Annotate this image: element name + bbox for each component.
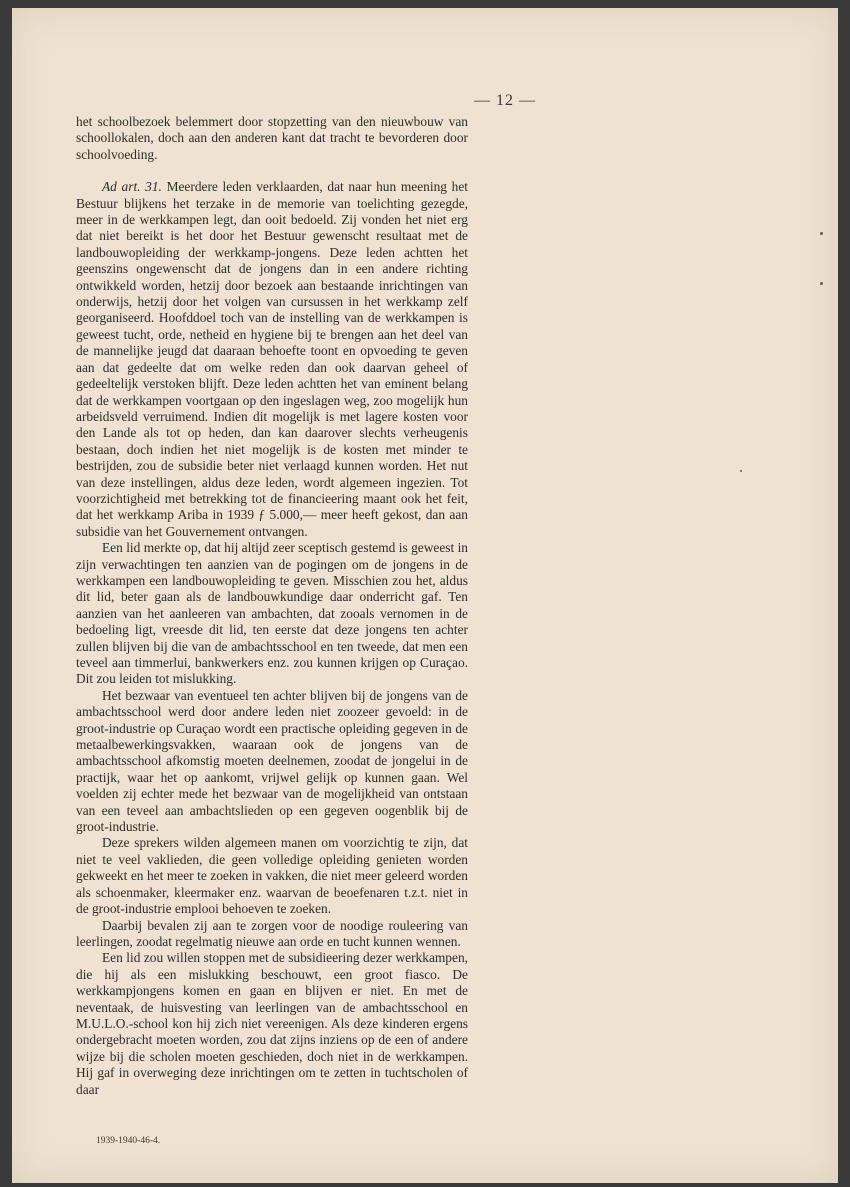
article-label: Ad art. 31.: [102, 179, 162, 195]
paragraph-text: Meerdere leden verklaarden, dat naar hun meening het Bestuur blijkens het terzake in de memorie van toelichting gezegde, meer in de werkkampen legt, dan ooit bedoeld. Zij vonden het niet erg dat niet bereikt is het door het Bestuur gewenscht resultaat met de landbouwopleiding der werkkamp-jongens. Deze leden achtten het geenszins ongewenscht dat de jongens dan in een andere richting ontwikkeld worden, hetzij door bezoek aan bestaande inrichtingen van onderwijs, hetzij door het volgen van cursussen in het werkkamp zelf georganiseerd. Hoofddoel toch van de instelling van de werkkampen is geweest tucht, orde, netheid en hygiene bij te brengen aan het deel van de mannelijke jeugd dat daaraan behoefte toont en opvoeding te geven aan dat gedeelte dat om welke reden dan ook daarvan geheel of gedeeltelijk verstoken blijft. Deze leden achtten het van eminent belang dat de werkkampen voortgaan op den ingeslagen weg, zoo mogelijk hun arbeidsveld verruimend. Indien dit mogelijk is met lagere kosten voor den Lande als tot op heden, dan kan daarover slechts verheugenis bestaan, doch indien het niet mogelijk is de kosten met minder te bestrijden, zou de subsidie beter niet verlaagd kunnen worden. Het nut van deze instellingen, aldus deze leden, wordt algemeen ingezien. Tot voorzichtigheid met betrekking tot de financieering maant ook het feit, dat het werkkamp Ariba in 1939 ƒ 5.000,— meer heeft gekost, dan aan subsidie van het Gouvernement ontvangen.: [76, 179, 468, 539]
paragraph: Een lid zou willen stoppen met de subsidieering dezer werkkampen, die hij als een mislukking beschouwt, een groot fiasco. De werkkampjongens komen en gaan en blijven er niet. En met de neventaak, de huisvesting van leerlingen van de ambachtsschool en M.U.L.O.-school kon hij zich niet vereenigen. Als deze kinderen ergens ondergebracht moeten worden, zou dat zijns inziens op de een of andere wijze bij die scholen moeten geschieden, doch niet in de werkkampen. Hij gaf in overweging deze inrichtingen om te zetten in tuchtscholen of daar: [76, 950, 468, 1097]
paragraph: Deze sprekers wilden algemeen manen om voorzichtig te zijn, dat niet te veel vaklieden, die geen volledige opleiding genieten worden gekweekt en het meer te zoeken in vakken, die niet meer geleerd worden als schoenmaker, kleermaker enz. waarvan de beoefenaren t.z.t. niet in de groot-industrie emplooi behoeven te zoeken.: [76, 835, 468, 917]
document-page: [12, 8, 838, 1183]
body-text: [76, 114, 468, 1098]
paragraph: Een lid merkte op, dat hij altijd zeer sceptisch gestemd is geweest in zijn verwachtingen ten aanzien van de pogingen om de jongens in de werkkampen een landbouwopleiding te geven. Misschien zou het, aldus dit lid, beter gaan als de landbouwkundige daar onderricht gaf. Ten aanzien van het aanleeren van ambachten, dat zooals vernomen in de bedoeling ligt, vreesde dit lid, ten eerste dat deze jongens ten achter zullen blijven bij die van de ambachtsschool en ten tweede, dat men een teveel aan timmerlui, bankwerkers enz. zou kunnen krijgen op Curaçao. Dit zou leiden tot mislukking.: [76, 540, 468, 687]
paragraph-continuation: het schoolbezoek belemmert door stopzetting van den nieuwbouw van schoollokalen, doch aan den anderen kant dat tracht te bevorderen door schoolvoeding.: [76, 114, 468, 162]
paragraph: Daarbij bevalen zij aan te zorgen voor de noodige rouleering van leerlingen, zoodat regelmatig nieuwe aan orde en tucht kunnen wennen.: [76, 917, 468, 949]
paper-speck: [820, 232, 823, 235]
paragraph-article-31: [76, 179, 468, 540]
print-code: 1939-1940-46-4.: [96, 1136, 161, 1146]
paper-speck: [740, 470, 742, 472]
page-number: — 12 —: [474, 92, 536, 109]
paper-speck: [820, 282, 823, 285]
paragraph: Het bezwaar van eventueel ten achter blijven bij de jongens van de ambachtsschool werd door andere leden niet zoozeer gevoeld: in de groot-industrie op Curaçao wordt een practische opleiding gegeven in de metaalbewerkingsvakken, waaraan ook de jongens van de ambachtsschool afkomstig moeten deelnemen, zoodat de jongelui in de practijk, waar het op aankomt, vrijwel gelijk op kunnen gaan. Wel voelden zij echter mede het bezwaar van de mogelijkheid van ontstaan van een teveel aan ambachtslieden op een gegeven oogenblik bij de groot-industrie.: [76, 687, 468, 835]
